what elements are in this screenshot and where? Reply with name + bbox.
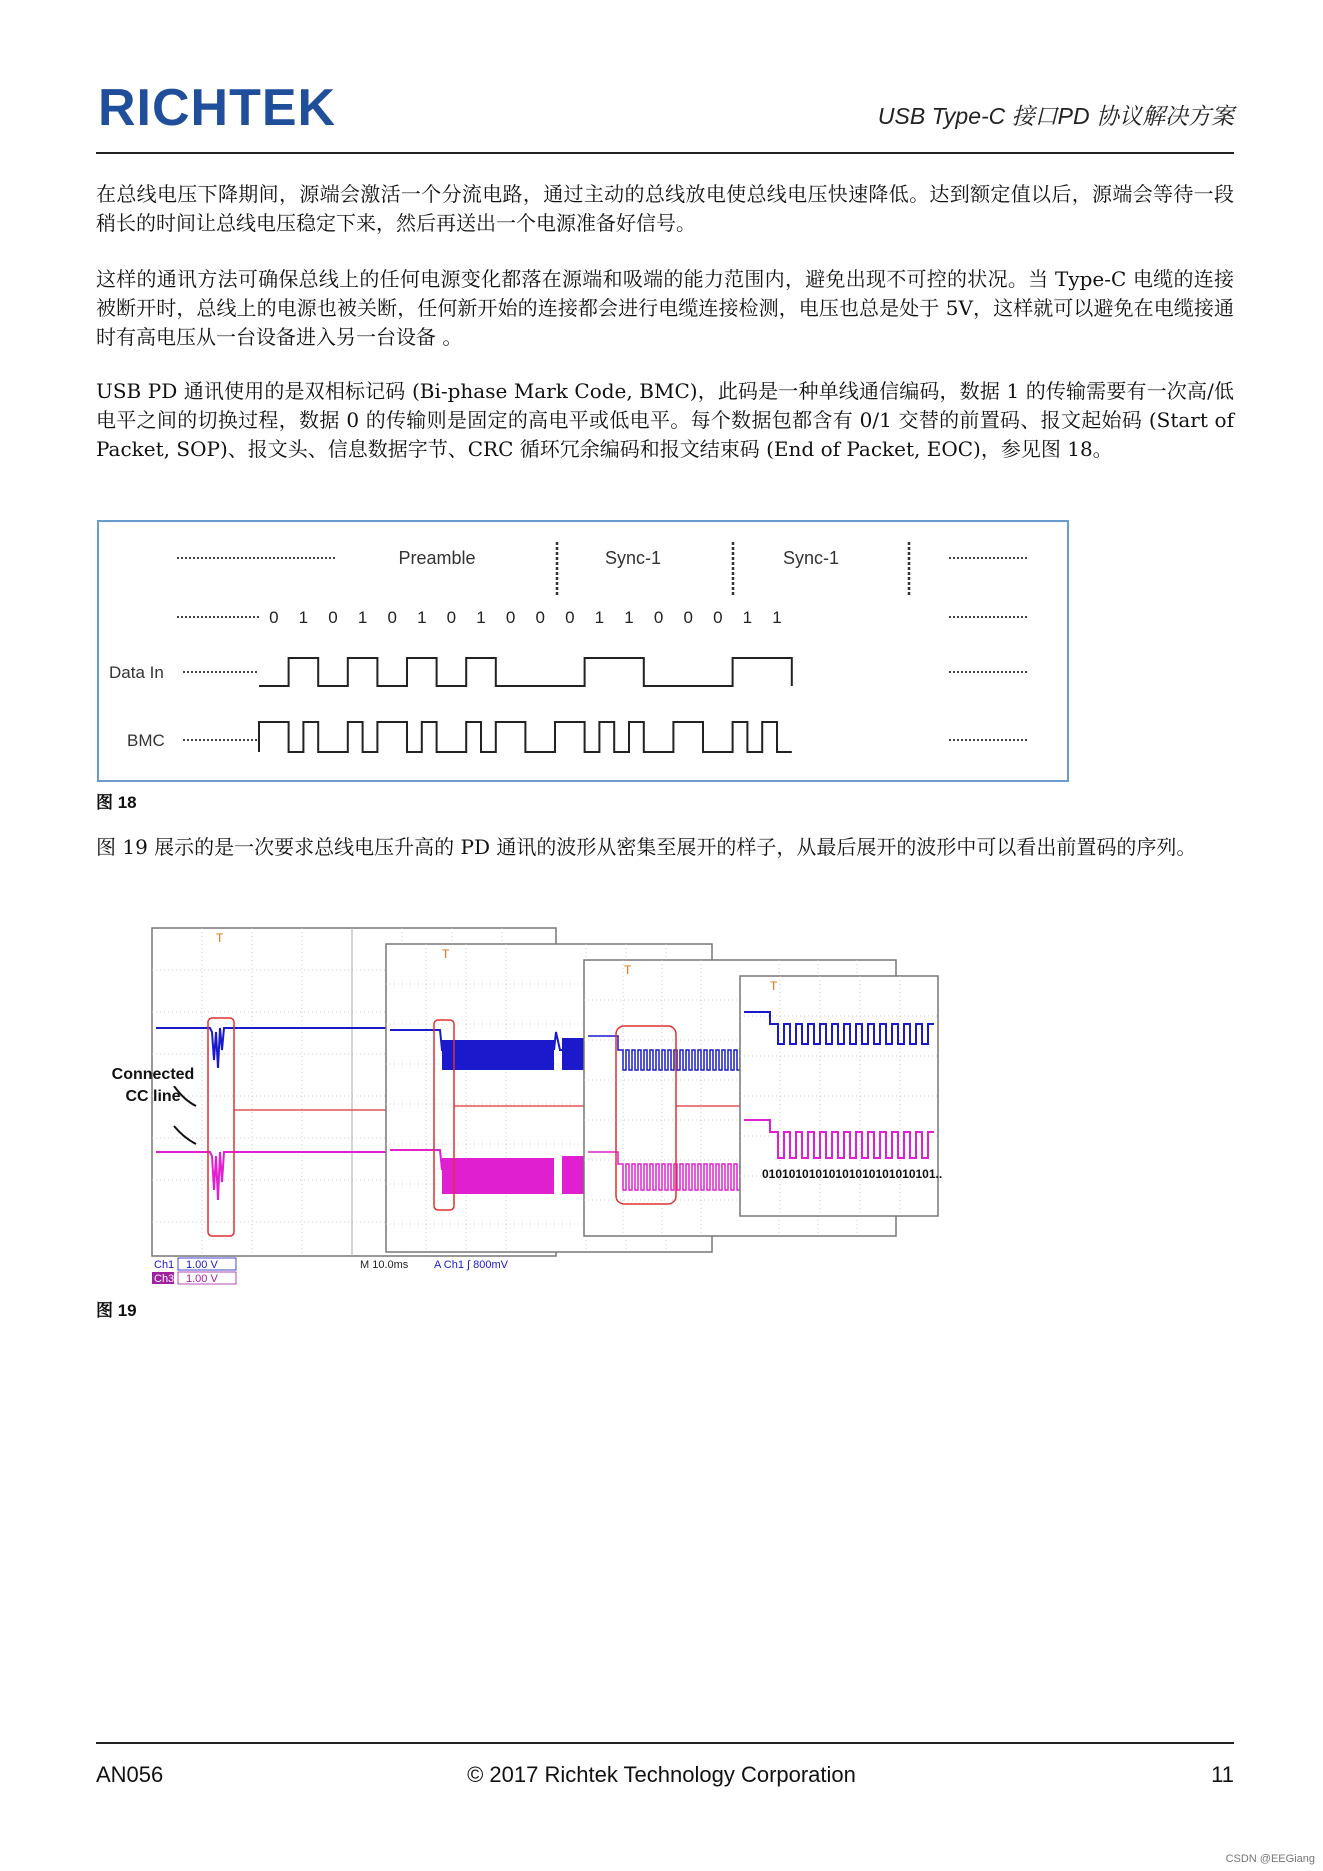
ch1-scale: 1.00 V — [186, 1259, 218, 1271]
scope-panel-4 — [740, 976, 942, 1216]
ch1-label: Ch1 — [154, 1259, 175, 1271]
bit-label: 0 — [387, 608, 397, 627]
sync1-label-a: Sync-1 — [604, 548, 662, 568]
bmc-waveform — [259, 722, 792, 752]
figure-18-caption: 图 18 — [96, 793, 137, 812]
document-title: USB Type-C 接口PD 协议解决方案 — [877, 103, 1234, 129]
sync1-label-b: Sync-1 — [782, 548, 840, 568]
paragraph-3: USB PD 通讯使用的是双相标记码 (Bi-phase Mark Code, BMC)，此码是一种单线通信编码，数据 1 的传输需要有一次高/低电平之间的切换过程，数据 0 的传输则是固定的高电平或低电平。每个数据包都含有 0/1 交替的前置码、报文起始码 (Start of Packet, SOP)、报文头、信息数据字节、CRC 循环冗余编码和报文结束码 (End of Packet, EOC)，参见图 18。 — [96, 379, 1234, 461]
bit-label: 1 — [594, 608, 605, 627]
preamble-label: Preamble — [398, 548, 476, 568]
bit-label: 0 — [713, 608, 723, 627]
svg-text:T: T — [624, 963, 632, 977]
ch3-label: Ch3 — [154, 1273, 175, 1285]
data-in-label: Data In — [109, 663, 164, 682]
bit-label: 1 — [772, 608, 782, 627]
bit-label: 1 — [624, 608, 634, 627]
bit-label: 0 — [683, 608, 693, 627]
bit-label: 0 — [535, 608, 545, 627]
svg-text:T: T — [442, 947, 450, 961]
timebase-readout: M 10.0ms — [360, 1259, 409, 1271]
bit-label: 1 — [742, 608, 753, 627]
bmc-label: BMC — [127, 731, 165, 750]
figure-19-scope-capture — [150, 920, 1110, 1286]
bit-label: 0 — [653, 608, 664, 627]
ch3-scale: 1.00 V — [186, 1273, 218, 1285]
page-number: 11 — [1211, 1762, 1234, 1787]
trigger-marker-icon: T — [216, 931, 224, 945]
figure-18-bmc-diagram — [97, 520, 1069, 782]
annotation-arrows — [160, 1086, 200, 1146]
figure-19-caption: 图 19 — [96, 1301, 137, 1320]
copyright: © 2017 Richtek Technology Corporation — [467, 1762, 856, 1787]
bit-label: 1 — [476, 608, 486, 627]
trigger-readout: A Ch1 ∫ 800mV — [434, 1259, 508, 1271]
paragraph-4: 图 19 展示的是一次要求总线电压升高的 PD 通讯的波形从密集至展开的样子，从最后展开的波形中可以看出前置码的序列。 — [96, 835, 1197, 859]
svg-text:T: T — [770, 979, 778, 993]
bit-label: 0 — [565, 608, 575, 627]
bit-label: 1 — [357, 608, 368, 627]
data-in-waveform — [259, 658, 792, 686]
bit-label: 0 — [328, 608, 338, 627]
scope-status-bar — [152, 1258, 509, 1285]
paragraph-1: 在总线电压下降期间，源端会激活一个分流电路，通过主动的总线放电使总线电压快速降低。达到额定值以后，源端会等待一段稍长的时间让总线电压稳定下来，然后再送出一个电源准备好信号。 — [96, 182, 1234, 235]
bit-label: 1 — [417, 608, 427, 627]
connected-cc-line-label: Connected CC line — [111, 1066, 195, 1105]
document-id: AN056 — [96, 1762, 164, 1787]
footer-rule — [96, 1742, 1234, 1744]
bit-label: 1 — [298, 608, 309, 627]
bit-label: 0 — [446, 608, 457, 627]
watermark: CSDN @EEGiang — [1225, 1853, 1315, 1865]
bit-label: 0 — [505, 608, 516, 627]
header-rule — [96, 152, 1234, 154]
bit-label: 0 — [269, 608, 279, 627]
bit-sequence-readout: 01010101010101010101010101.. — [762, 1167, 943, 1181]
richtek-logo: RICHTEK — [98, 79, 337, 137]
paragraph-2: 这样的通讯方法可确保总线上的任何电源变化都落在源端和吸端的能力范围内，避免出现不可控的状况。当 Type-C 电缆的连接被断开时，总线上的电源也被关断，任何新开始的连接都会进行电缆连接检测，电压也总是处于 5V，这样就可以避免在电缆接通时有高电压从一台设备进入另一台设备 。 — [96, 267, 1234, 349]
